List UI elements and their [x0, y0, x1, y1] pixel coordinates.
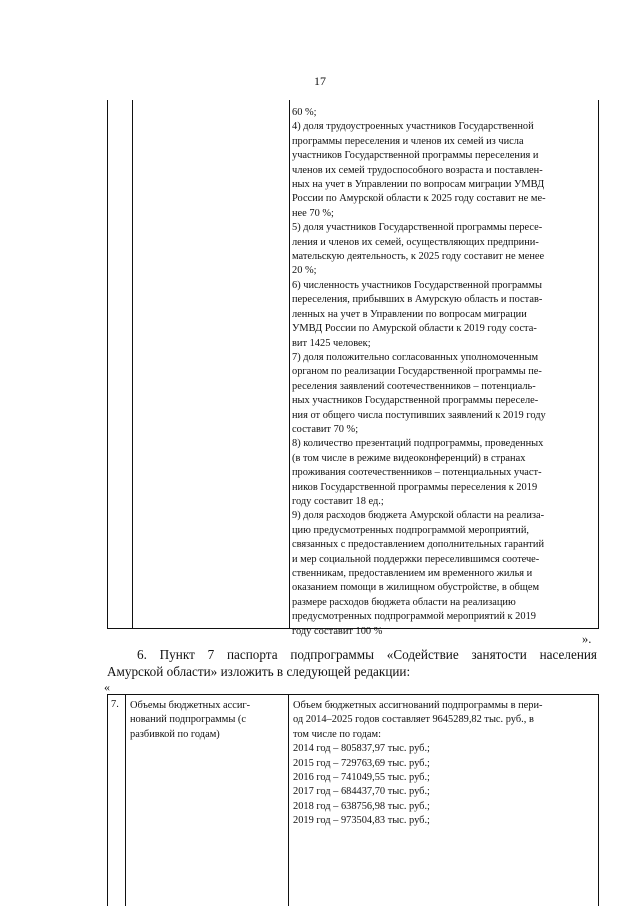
text-line: органом по реализации Государственной программы пе-	[292, 366, 542, 378]
column-divider	[288, 695, 289, 906]
text-line: ственникам, предоставлением им временного жилья и	[292, 568, 533, 579]
text-line: членов их семей трудоспособного возраста и поставлен-	[292, 164, 543, 176]
text-line: 2015 год – 729763,69 тыс. руб.;	[293, 757, 430, 769]
text-line: оказанием помощи в жилищном обустройстве, в общем	[292, 582, 540, 594]
text-line: 7) доля положительно согласованных уполномоченным	[292, 351, 539, 363]
text-line: ния от общего числа поступивших заявлений к 2019 году	[292, 409, 546, 421]
text-line: году составит 18 ед.;	[292, 495, 384, 507]
text-line: вит 1425 человек;	[292, 337, 371, 349]
bottom-table	[107, 694, 599, 906]
indicators-cell	[292, 106, 592, 639]
text-line: предусмотренных подпрограммой мероприятий к 2019	[292, 611, 536, 623]
text-line: 20 %;	[292, 265, 317, 277]
paragraph-line: 6. Пункт 7 паспорта подпрограммы «Содействие занятости населения	[137, 647, 597, 662]
text-line: 9) доля расходов бюджета Амурской области на реализа-	[292, 510, 545, 522]
top-table	[107, 100, 599, 637]
text-line: ления и членов их семей, осуществляющих предприни-	[292, 236, 539, 248]
text-line: мательскую деятельность, к 2025 году составит не менее	[292, 251, 545, 263]
text-line: (в том числе в режиме видеоконференций) в странах	[292, 452, 526, 464]
column-divider	[132, 100, 133, 628]
text-line: программы переселения и членов их семей из числа	[292, 135, 524, 147]
paragraph-line: Амурской области» изложить в следующей редакции:	[107, 664, 411, 679]
text-line: 2018 год – 638756,98 тыс. руб.;	[293, 800, 430, 812]
page-number: 17	[314, 74, 326, 88]
closing-quote: ».	[582, 632, 592, 646]
text-line: ников Государственной программы переселения к 2019	[292, 481, 538, 493]
row-value-cell	[293, 699, 593, 829]
opening-quote: «	[104, 680, 110, 694]
text-line: Объемы бюджетных ассиг-	[130, 700, 251, 711]
column-divider	[125, 695, 126, 906]
text-line: 2016 год – 741049,55 тыс. руб.;	[293, 772, 430, 784]
text-line: 4) доля трудоустроенных участников Государственной	[292, 121, 534, 133]
text-line: 2019 год – 973504,83 тыс. руб.;	[293, 815, 430, 827]
text-line: 5) доля участников Государственной программы пересе-	[292, 222, 543, 234]
text-line: цию предусмотренных подпрограммой мероприятий,	[292, 524, 530, 536]
row-number: 7.	[111, 699, 119, 710]
text-line: нований подпрограммы (с	[130, 714, 246, 726]
text-line: переселения, прибывших в Амурскую область и постав-	[292, 294, 543, 306]
text-line: России по Амурской области к 2025 году составит не ме-	[292, 193, 546, 205]
text-line: и мер социальной поддержки переселившимся соотече-	[292, 553, 540, 565]
text-line: году составит 100 %	[292, 625, 383, 637]
text-line: УМВД России по Амурской области к 2019 году соста-	[292, 323, 537, 335]
text-line: од 2014–2025 годов составляет 9645289,82 тыс. руб., в	[293, 714, 534, 726]
row-name-cell	[130, 699, 285, 742]
text-line: 2017 год – 684437,70 тыс. руб.;	[293, 786, 430, 798]
text-line: Объем бюджетных ассигнований подпрограммы в пери-	[293, 700, 543, 711]
text-line: ных участников Государственной программы переселе-	[292, 395, 539, 407]
text-line: ленных на учет в Управлении по вопросам миграции	[292, 308, 527, 320]
text-line: 8) количество презентаций подпрограммы, проведенных	[292, 438, 544, 450]
text-line: реселения заявлений соотечественников – потенциаль-	[292, 380, 536, 392]
text-line: 60 %;	[292, 107, 317, 118]
text-line: ных на учет в Управлении по вопросам миграции УМВД	[292, 179, 545, 191]
text-line: том числе по годам:	[293, 728, 381, 740]
text-line: разбивкой по годам)	[130, 728, 220, 740]
text-line: 6) численность участников Государственной программы	[292, 279, 542, 291]
text-line: размере расходов бюджета области на реализацию	[292, 596, 516, 608]
column-divider	[289, 100, 290, 628]
text-line: участников Государственной программы переселения и	[292, 150, 539, 162]
text-line: 2014 год – 805837,97 тыс. руб.;	[293, 743, 430, 755]
text-line: связанных с предоставлением дополнительных гарантий	[292, 539, 545, 551]
text-line: нее 70 %;	[292, 207, 334, 219]
text-line: проживания соотечественников – потенциальных участ-	[292, 467, 542, 479]
amendment-paragraph	[107, 646, 597, 680]
text-line: составит 70 %;	[292, 423, 359, 435]
